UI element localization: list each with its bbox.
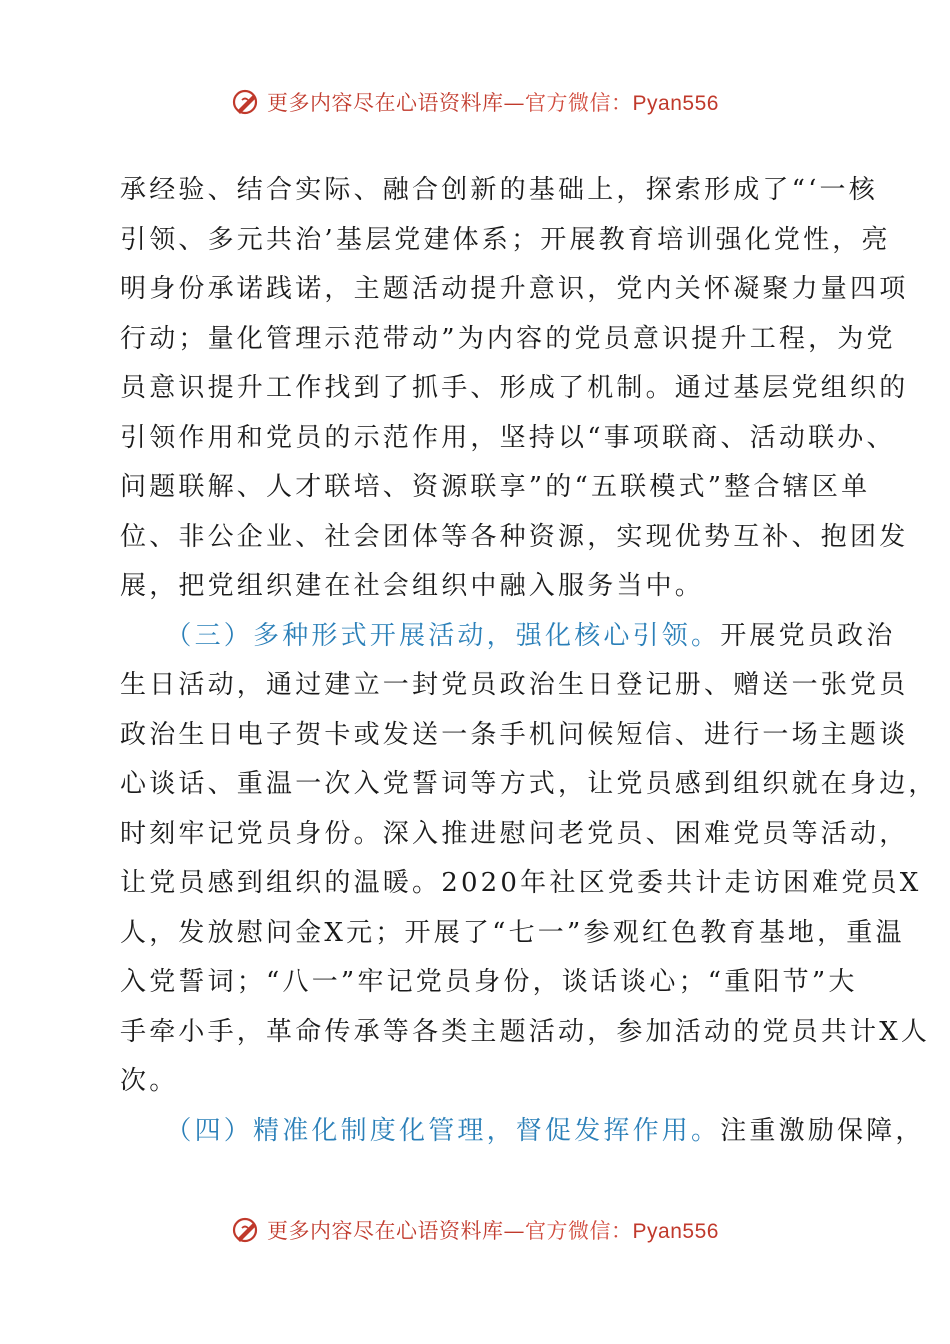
section-heading: （四）精准化制度化管理，督促发挥作用。 [178, 1115, 721, 1146]
text-line [120, 216, 891, 266]
text-segment: 时刻牢记党员身份。深入推进慰问老党员、困难党员等活动， [120, 818, 909, 849]
text-line [120, 315, 896, 365]
text-line [120, 463, 871, 513]
text-segment: 员意识提升工作找到了抓手、形成了机制。通过基层党组织的 [120, 373, 909, 403]
watermark-wechat-label: 官方微信： [525, 91, 633, 115]
text-segment: 人，发放慰问金X元；开展了“七一”参观红色教育基地，重温 [120, 917, 905, 948]
text-segment: 展，把党组织建在社会组织中融入服务当中。 [120, 571, 705, 601]
text-segment: 行动；量化管理示范带动”为内容的党员意识提升工程，为党 [120, 323, 896, 354]
section-heading: （三）多种形式开展活动，强化核心引领。 [178, 620, 721, 651]
text-segment [120, 1116, 178, 1146]
text-segment: 生日活动，通过建立一封党员政治生日登记册、赠送一张党员 [120, 670, 909, 700]
text-line [120, 265, 909, 315]
text-segment: 明身份承诺践诺，主题活动提升意识，党内关怀凝聚力量四项 [120, 274, 909, 304]
text-line [120, 760, 938, 810]
pen-circle-logo-icon [231, 87, 261, 117]
text-segment: 位、非公企业、社会团体等各种资源，实现优势互补、抱团发 [120, 521, 909, 552]
watermark-site: 更多内容尽在心语资料库 [267, 1219, 504, 1243]
text-line [120, 364, 909, 414]
pen-circle-logo-icon [231, 1215, 261, 1245]
text-segment: 政治生日电子贺卡或发送一条手机问候短信、进行一场主题谈 [120, 719, 909, 750]
text-line [120, 1057, 832, 1107]
text-segment: 让党员感到组织的温暖。2020年社区党委共计走访困难党员X [120, 868, 922, 898]
document-body [120, 166, 938, 1156]
watermark-text [267, 87, 719, 117]
watermark-site: 更多内容尽在心语资料库 [267, 91, 504, 115]
text-segment: 心谈话、重温一次入党誓词等方式，让党员感到组织就在身边， [120, 769, 938, 799]
text-line [120, 414, 896, 464]
text-line [120, 166, 878, 216]
text-line [120, 1107, 925, 1157]
text-segment: 入党誓词；“八一”牢记党员身份，谈话谈心；“重阳节”大 [120, 967, 858, 997]
text-segment: 引领作用和党员的示范作用，坚持以“事项联商、活动联办、 [120, 422, 896, 453]
text-line [120, 810, 909, 860]
watermark-text [267, 1215, 719, 1245]
text-line [120, 513, 909, 563]
text-line [120, 909, 905, 959]
text-line [120, 958, 858, 1008]
text-line [120, 612, 896, 662]
watermark-separator: — [503, 91, 526, 115]
text-segment: 开展党员政治 [720, 620, 896, 651]
watermark-wechat-id: Pyan556 [632, 1220, 719, 1243]
text-segment [120, 621, 178, 651]
text-segment: 次。 [120, 1066, 179, 1096]
text-line [120, 711, 909, 761]
text-segment: 注重激励保障， [720, 1115, 925, 1146]
text-line [120, 661, 909, 711]
text-segment: 引领、多元共治’基层党建体系；开展教育培训强化党性，亮 [120, 224, 891, 255]
watermark-footer [0, 1210, 950, 1250]
watermark-wechat-label: 官方微信： [525, 1219, 633, 1243]
text-segment: 手牵小手，革命传承等各类主题活动，参加活动的党员共计X人 [120, 1016, 931, 1047]
watermark-separator: — [503, 1219, 526, 1243]
text-segment: 承经验、结合实际、融合创新的基础上，探索形成了“‘一核 [120, 175, 878, 205]
watermark-header [0, 82, 950, 122]
text-line [120, 562, 832, 612]
text-line [120, 1008, 931, 1058]
text-segment: 问题联解、人才联培、资源联享”的“五联模式”整合辖区单 [120, 472, 871, 502]
text-line [120, 859, 922, 909]
watermark-wechat-id: Pyan556 [632, 92, 719, 115]
